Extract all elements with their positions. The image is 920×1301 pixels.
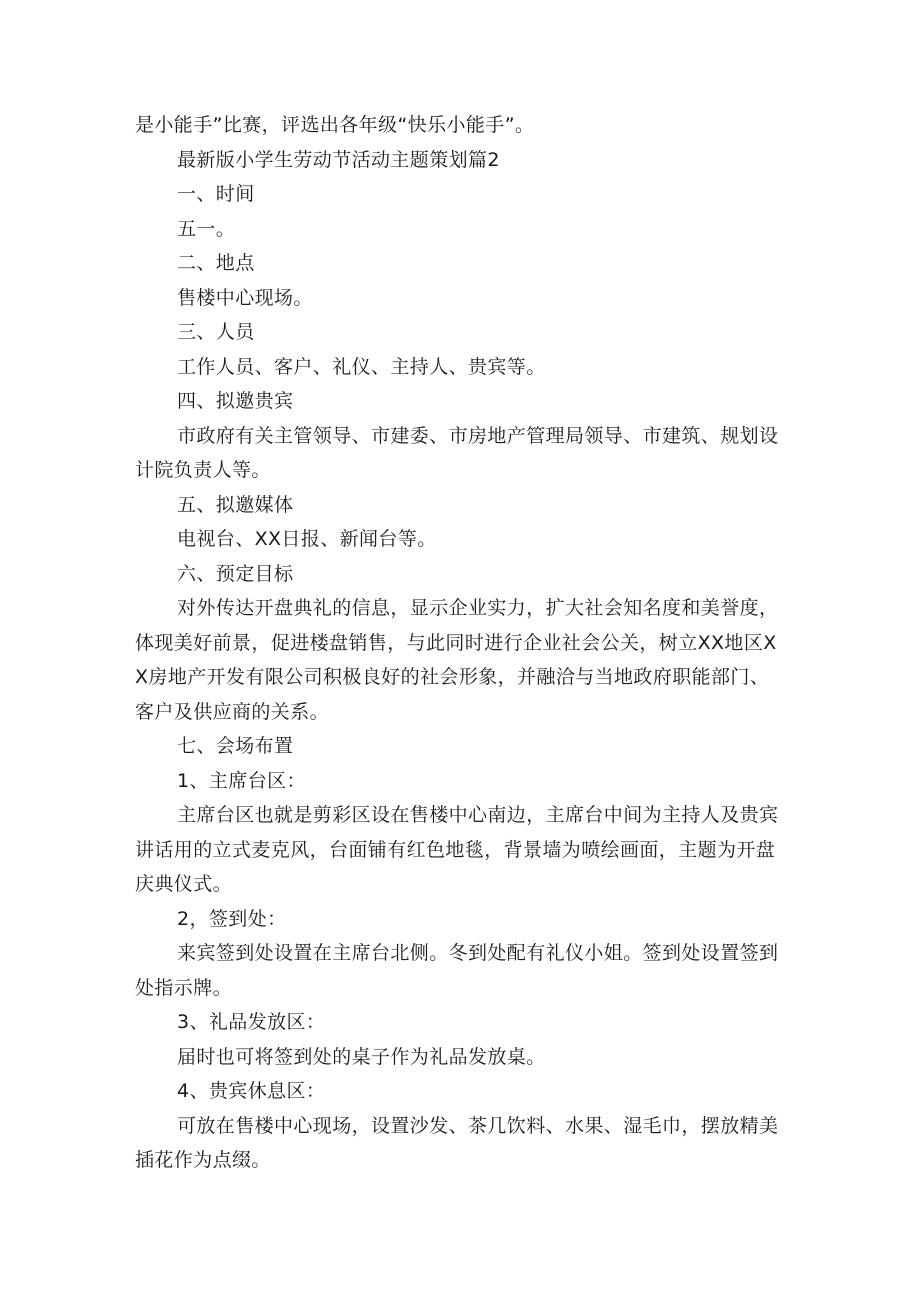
heading-time: 一、时间 [177,183,255,205]
subheading-lounge: 4、贵宾休息区： [177,1080,326,1102]
paragraph-lounge: 可放在售楼中心现场，设置沙发、茶几饮料、水果、湿毛巾，摆放精美插花作为点缀。 [135,1114,779,1171]
heading-location: 二、地点 [177,252,255,274]
paragraph-media: 电视台、XX日报、新闻台等。 [177,528,437,550]
heading-personnel: 三、人员 [177,321,255,343]
paragraph-location: 售楼中心现场。 [177,286,313,309]
subheading-stage: 1、主席台区： [177,769,306,792]
paragraph-goals: 对外传达开盘典礼的信息，显示企业实力，扩大社会知名度和美誉度，体现美好前景，促进楼盘销售，与此同时进行企业社会公关，树立XX地区XX房地产开发有限公司积极良好的社会形象，并融洽与当地政府职能部门、客户及供应商的关系。 [135,597,779,723]
subheading-signin: 2，签到处： [177,907,287,930]
subheading-gifts: 3、礼品发放区： [177,1011,326,1033]
heading-venue: 七、会场布置 [177,735,294,757]
heading-media: 五、拟邀媒体 [177,493,294,516]
paragraph-continuation: 是小能手”比赛，评选出各年级“快乐小能手”。 [135,114,535,136]
paragraph-guests: 市政府有关主管领导、市建委、市房地产管理局领导、市建筑、规划设计院负责人等。 [135,424,779,481]
paragraph-personnel: 工作人员、客户、礼仪、主持人、贵宾等。 [177,355,546,378]
section-title: 最新版小学生劳动节活动主题策划篇2 [177,148,500,171]
heading-goals: 六、预定目标 [177,562,294,585]
document-body [135,108,785,1178]
paragraph-signin: 来宾签到处设置在主席台北侧。冬到处配有礼仪小姐。签到处设置签到处指示牌。 [135,942,779,999]
heading-guests: 四、拟邀贵宾 [177,390,294,412]
paragraph-stage: 主席台区也就是剪彩区设在售楼中心南边，主席台中间为主持人及贵宾讲话用的立式麦克风，台面铺有红色地毯，背景墙为喷绘画面，主题为开盘庆典仪式。 [135,804,779,895]
paragraph-time: 五一。 [177,217,236,240]
paragraph-gifts: 届时也可将签到处的桌子作为礼品发放桌。 [177,1045,546,1068]
